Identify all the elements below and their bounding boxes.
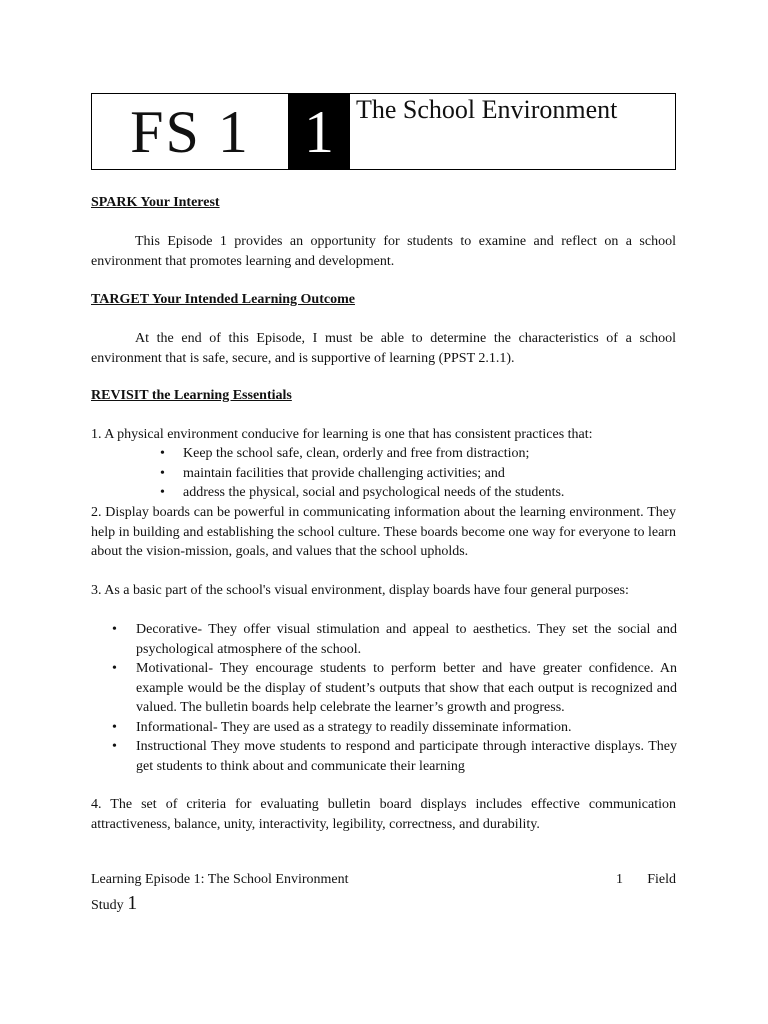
episode-header xyxy=(91,93,676,170)
list-item: • maintain facilities that provide challenging activities; and xyxy=(160,464,680,484)
revisit-point-1: 1. A physical environment conducive for learning is one that has consistent practices that: xyxy=(91,427,593,442)
footer-study-label: Study xyxy=(91,898,124,913)
revisit-point-4: 4. The set of criteria for evaluating bulletin board displays includes effective communication attractiveness, balance, unity, interactivity, legibility, correctness, and durability. xyxy=(91,797,676,832)
list-item: • Informational- They are used as a strategy to readily disseminate information. xyxy=(112,718,677,738)
target-text: At the end of this Episode, I must be able to determine the characteristics of a school environment that is safe, secure, and is supportive of learning (PPST 2.1.1). xyxy=(91,331,676,366)
footer-episode-label: Learning Episode 1: The School Environment xyxy=(91,872,349,887)
spark-text: This Episode 1 provides an opportunity for students to examine and reflect on a school environment that promotes learning and development. xyxy=(91,234,676,269)
footer-page-number: 1 xyxy=(616,872,623,887)
episode-title: The School Environment xyxy=(356,95,618,124)
bullet-icon: • xyxy=(112,622,117,637)
revisit-point-3: 3. As a basic part of the school's visual environment, display boards have four general purposes: xyxy=(91,583,629,598)
list-item: • Decorative- They offer visual stimulation and appeal to aesthetics. They set the social and psychological atmosphere of the school. xyxy=(112,622,677,657)
page-footer-line-2 xyxy=(91,892,676,915)
revisit-point-2: 2. Display boards can be powerful in communicating information about the learning environment. They help in building and establishing the school culture. These boards become one way for everyone to learn about the vision-mission, goals, and values that the school upholds. xyxy=(91,505,676,559)
list-item: • Keep the school safe, clean, orderly and free from distraction; xyxy=(160,444,680,464)
bullet-icon: • xyxy=(160,485,165,500)
bullet-icon: • xyxy=(160,465,165,481)
bullet-icon: • xyxy=(112,739,117,754)
list-item: • Motivational- They encourage students to perform better and have greater confidence. An example would be the display of student’s outputs that show that each output is recognized and valued. The bulletin boards help celebrate the learner’s growth and progress. xyxy=(112,661,677,715)
bullet-icon: • xyxy=(112,719,117,735)
page-footer xyxy=(91,872,676,892)
footer-field-label: Field xyxy=(647,872,676,887)
bullet-icon: • xyxy=(160,446,165,461)
list-item: • Instructional They move students to respond and participate through interactive displays. They get students to think about and communicate their learning xyxy=(112,739,677,774)
list-item: • address the physical, social and psychological needs of the students. xyxy=(160,483,680,503)
footer-study-number: 1 xyxy=(127,892,138,914)
episode-number: 1 xyxy=(288,94,350,169)
point-1-list xyxy=(160,444,680,503)
purposes-list xyxy=(112,620,677,776)
target-heading: TARGET Your Intended Learning Outcome xyxy=(91,292,355,307)
bullet-icon: • xyxy=(112,661,117,676)
revisit-heading: REVISIT the Learning Essentials xyxy=(91,388,292,403)
spark-heading: SPARK Your Interest xyxy=(91,195,220,210)
course-code: FS 1 xyxy=(130,98,250,165)
